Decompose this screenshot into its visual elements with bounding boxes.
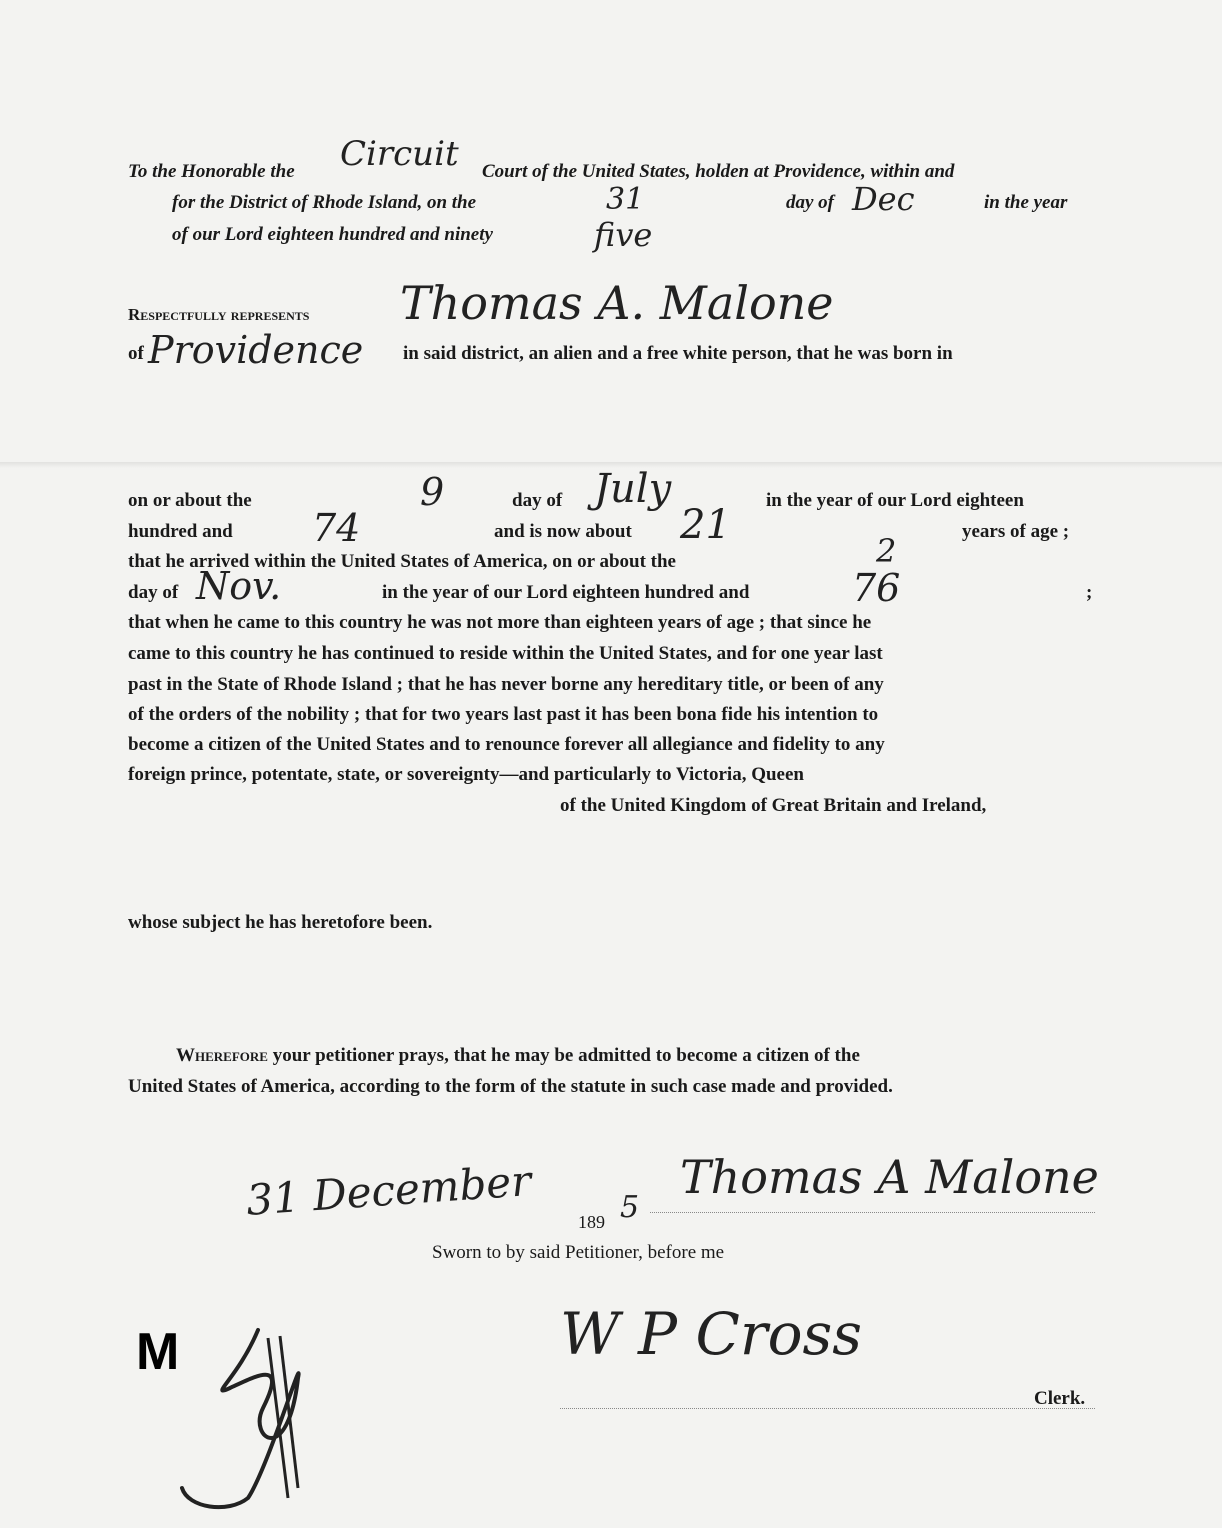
birth-day-of: day of	[512, 490, 563, 511]
hundred-and-label: hundred and	[128, 521, 233, 542]
stamp-letter: M	[136, 1323, 180, 1381]
kingdom-line: of the United Kingdom of Great Britain and Ireland,	[560, 795, 987, 816]
year-handwritten: five	[594, 216, 653, 254]
body-line-4: of the orders of the nobility ; that for two years last past it has been bona fide his intention to	[128, 704, 879, 725]
sworn-date-handwritten: 31 December	[244, 1156, 533, 1225]
header-line-1b: Court of the United States, holden at Providence, within and	[482, 161, 955, 182]
now-about-label: and is now about	[494, 521, 632, 542]
wherefore-lead: Wherefore	[176, 1045, 268, 1066]
header-line-1	[128, 161, 295, 183]
years-of-age-label: years of age ;	[962, 521, 1070, 542]
arrival-year-handwritten: 76	[852, 566, 901, 610]
petitioner-name-handwritten: Thomas A. Malone	[400, 276, 834, 330]
body-line-3: past in the State of Rhode Island ; that he has never borne any hereditary title, or been of any	[128, 674, 884, 695]
body-line-1: that when he came to this country he was not more than eighteen years of age ; that since he	[128, 612, 872, 633]
court-handwritten: Circuit	[340, 134, 459, 174]
birth-month-handwritten: July	[594, 466, 672, 512]
arrival-semicolon: ;	[1086, 582, 1093, 603]
of-label: of	[128, 343, 144, 364]
arrival-text: that he arrived within the United States of America, on or about the	[128, 551, 676, 572]
clerk-label: Clerk.	[1034, 1388, 1086, 1409]
birth-day-handwritten: 9	[420, 470, 445, 514]
birth-year-handwritten: 74	[312, 506, 361, 550]
represents-label: Respectfully represents	[128, 305, 310, 324]
arrival-day-label: day of	[128, 582, 179, 603]
header-text: To the Honorable the	[128, 161, 295, 182]
sworn-text: Sworn to by said Petitioner, before me	[432, 1242, 725, 1263]
header-day-of: day of	[786, 192, 835, 213]
arrival-day-handwritten: 2	[876, 532, 897, 570]
header-in-year: in the year	[984, 192, 1068, 213]
wherefore-rest: your petitioner prays, that he may be admitted to become a citizen of the	[272, 1045, 860, 1066]
arrival-month-handwritten: Nov.	[196, 564, 282, 608]
clerk-signature-line	[560, 1408, 1095, 1409]
arrival-year-text: in the year of our Lord eighteen hundred and	[382, 582, 750, 603]
age-handwritten: 21	[680, 502, 731, 548]
place-handwritten: Providence	[148, 328, 364, 372]
month-handwritten: Dec	[852, 180, 915, 218]
year-digit-handwritten: 5	[620, 1190, 640, 1225]
day-handwritten: 31	[606, 182, 645, 217]
scrawl-mark-icon	[168, 1318, 338, 1518]
signature-line	[650, 1212, 1095, 1213]
birth-year-text: in the year of our Lord eighteen	[766, 490, 1024, 511]
body-line-5: become a citizen of the United States and to renounce forever all allegiance and fidelity to any	[128, 734, 885, 755]
header-line-3: of our Lord eighteen hundred and ninety	[172, 224, 493, 245]
subject-line: whose subject he has heretofore been.	[128, 912, 433, 933]
year-printed	[578, 1212, 605, 1233]
wherefore-line-2: United States of America, according to the form of the statute in such case made and provided.	[128, 1076, 893, 1097]
header-line-2: for the District of Rhode Island, on the	[172, 192, 477, 213]
birth-on-about: on or about the	[128, 490, 252, 511]
clerk-signature: W P Cross	[560, 1300, 863, 1368]
district-text: in said district, an alien and a free white person, that he was born in	[403, 343, 953, 364]
body-line-6: foreign prince, potentate, state, or sovereignty—and particularly to Victoria, Queen	[128, 764, 804, 785]
body-line-2: came to this country he has continued to reside within the United States, and for one year last	[128, 643, 883, 664]
wherefore-line-1	[176, 1045, 860, 1067]
year-print-text: 189	[578, 1212, 605, 1232]
petitioner-signature: Thomas A Malone	[680, 1150, 1099, 1204]
